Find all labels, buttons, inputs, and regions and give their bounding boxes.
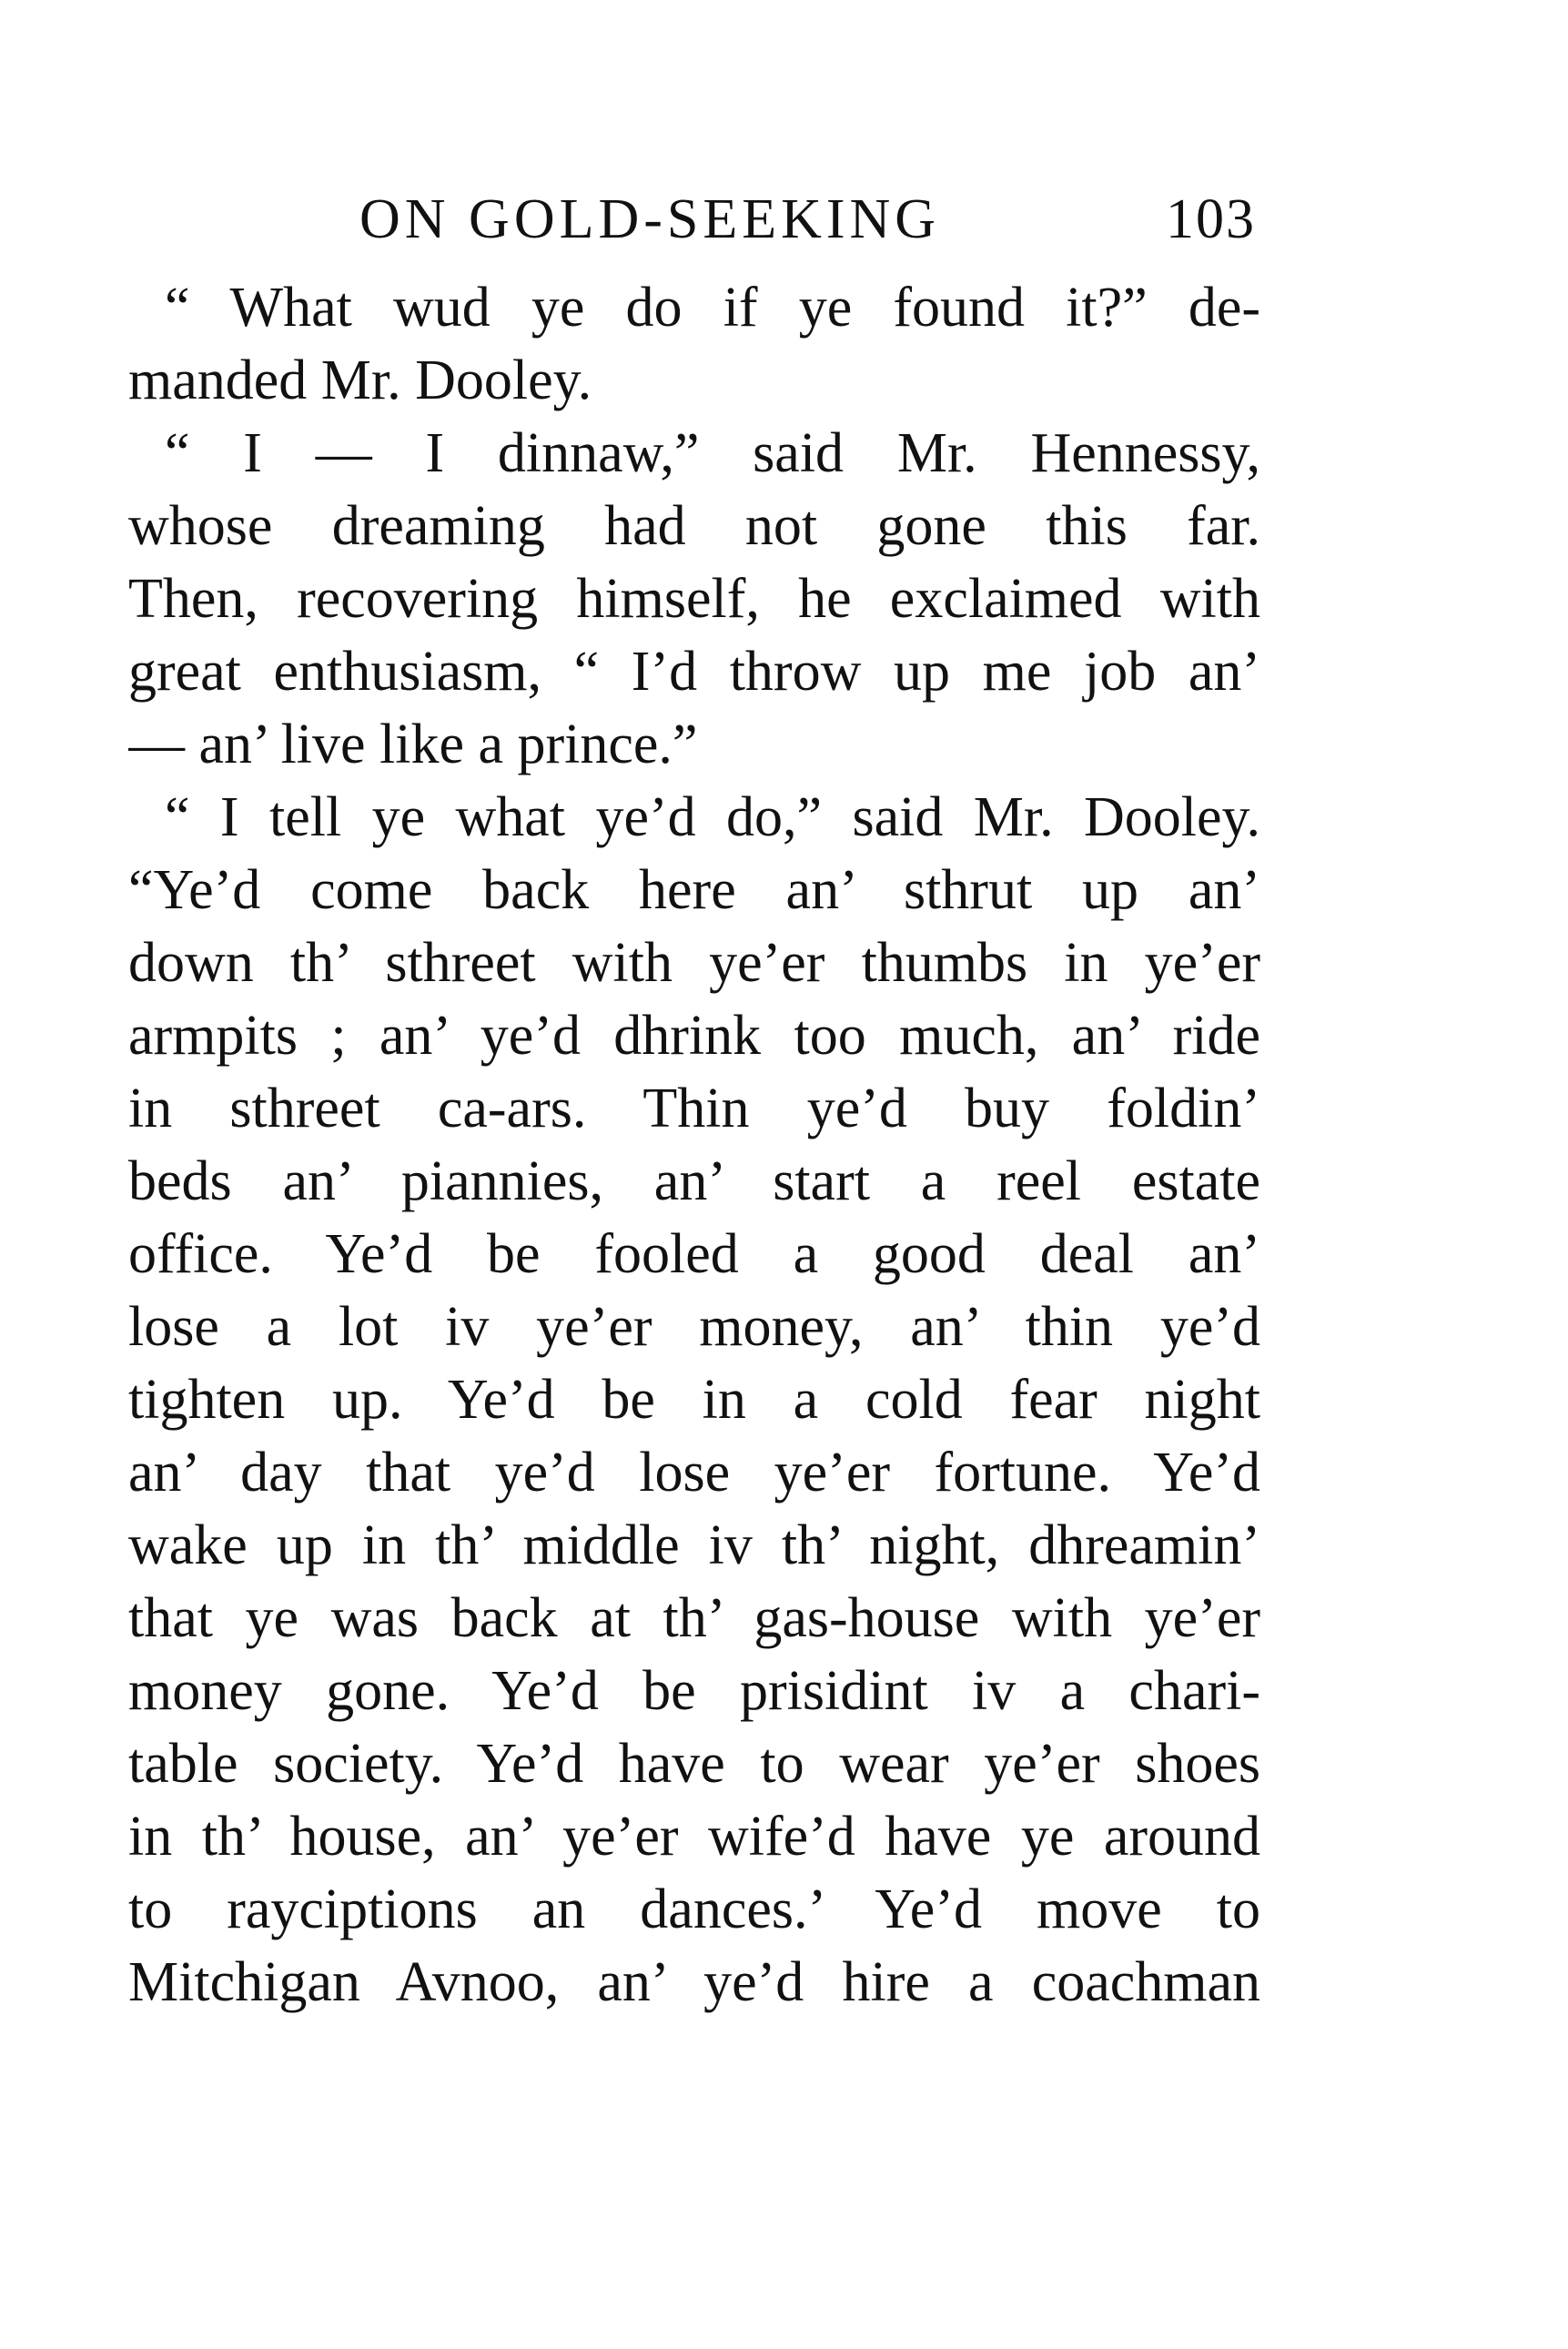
text-line: “ I tell ye what ye’d do,” said Mr. Dooley. [165,786,1260,848]
text-line: in sthreet ca-ars. Thin ye’d buy foldin’ [128,1078,1260,1139]
text-line: to rayciptions an dances.’ Ye’d move to [128,1878,1260,1940]
text-line: “ I — I dinnaw,” said Mr. Hennessy, [165,422,1260,484]
text-line: — an’ live like a prince.” [128,714,698,775]
chapter-title: ON GOLD-SEEKING [359,188,941,250]
page-number: 103 [1166,188,1256,250]
text-line: whose dreaming had not gone this far. [128,495,1260,557]
text-line: “Ye’d come back here an’ sthrut up an’ [128,859,1260,921]
body-text [128,271,1260,2019]
text-line: Then, recovering himself, he exclaimed with [128,568,1260,630]
text-line: Mitchigan Avnoo, an’ ye’d hire a coachman [128,1951,1260,2013]
text-line: manded Mr. Dooley. [128,349,592,411]
text-line: lose a lot iv ye’er money, an’ thin ye’d [128,1296,1260,1358]
text-line: great enthusiasm, “ I’d throw up me job an’ [128,641,1260,703]
running-head [359,178,1256,260]
text-line: wake up in th’ middle iv th’ night, dhreamin’ [128,1514,1260,1576]
text-line: money gone. Ye’d be prisidint iv a chari- [128,1660,1260,1722]
text-line: “ What wud ye do if ye found it?” de- [165,277,1260,339]
text-line: armpits ; an’ ye’d dhrink too much, an’ ride [128,1005,1260,1067]
text-line: office. Ye’d be fooled a good deal an’ [128,1223,1260,1285]
text-line: in th’ house, an’ ye’er wife’d have ye around [128,1806,1260,1868]
text-line: table society. Ye’d have to wear ye’er shoes [128,1733,1260,1795]
text-line: tighten up. Ye’d be in a cold fear night [128,1369,1260,1431]
text-line: an’ day that ye’d lose ye’er fortune. Ye’d [128,1442,1260,1504]
text-line: beds an’ piannies, an’ start a reel estate [128,1150,1260,1212]
text-line: that ye was back at th’ gas-house with ye’er [128,1587,1260,1649]
text-line: down th’ sthreet with ye’er thumbs in ye’er [128,932,1260,994]
